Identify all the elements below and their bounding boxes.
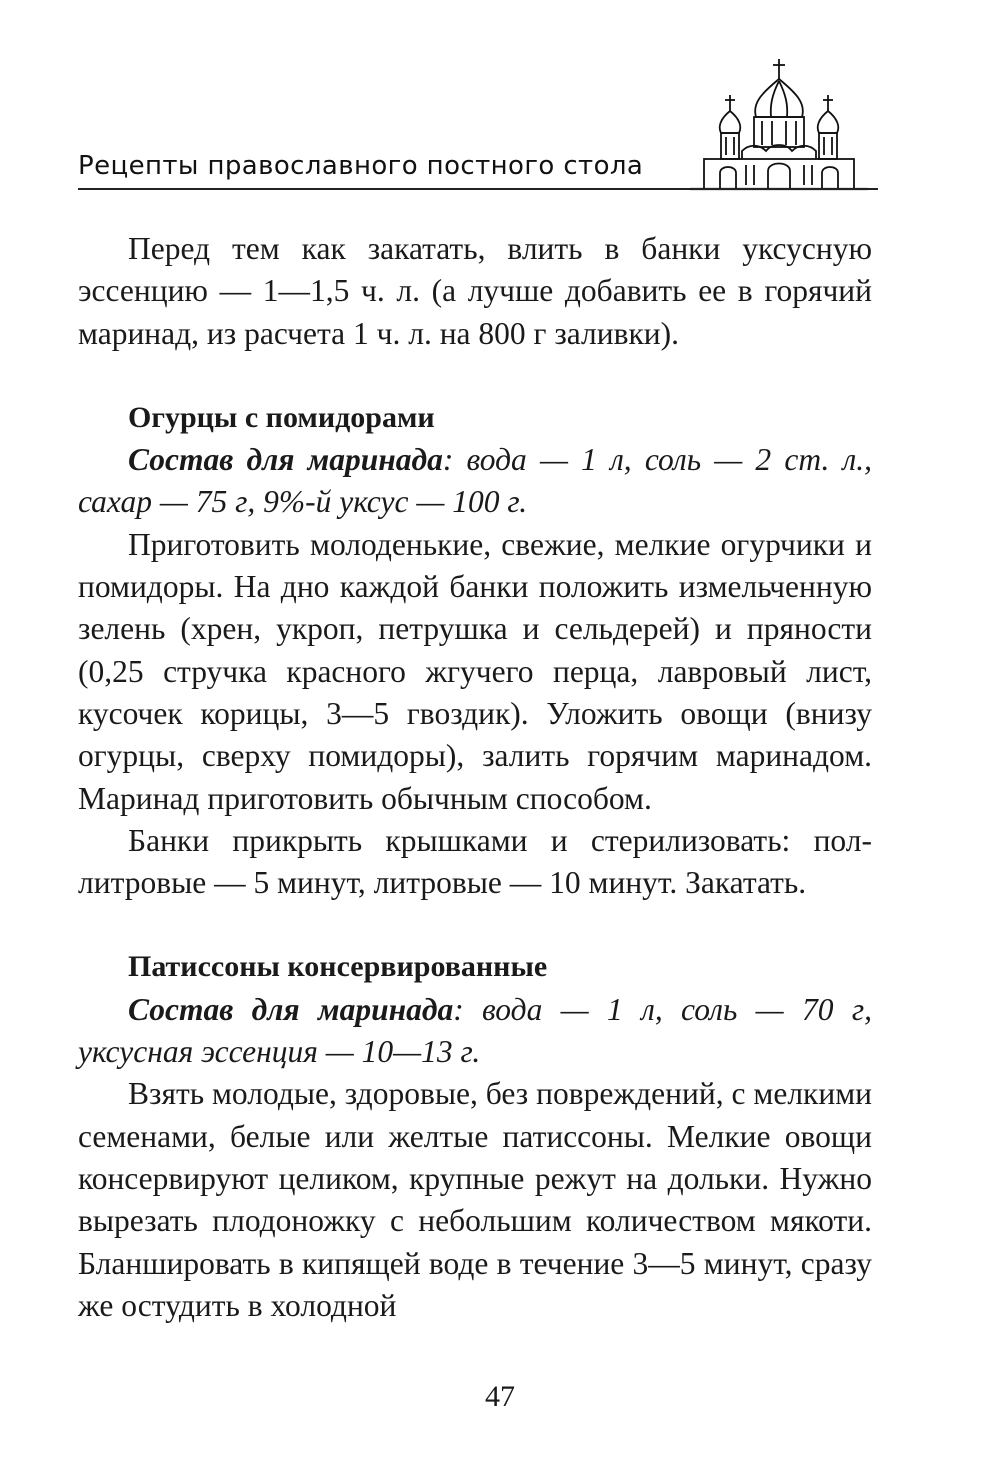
marinade-label: Состав для маринада	[128, 442, 443, 478]
section-gap	[78, 355, 872, 397]
section-gap	[78, 904, 872, 946]
cathedral-icon	[690, 55, 868, 191]
intro-paragraph: Перед тем как закатать, влить в банки уксусную эссенцию — 1—1,5 ч. л. (а лучше добавить ее в горячий маринад, из расчета 1 ч. л. на 800 г заливки).	[78, 231, 872, 351]
recipe-marinade-cucumbers	[78, 439, 872, 524]
marinade-label: Состав для маринада	[128, 991, 454, 1027]
page-body	[78, 228, 872, 1327]
running-header	[78, 55, 878, 195]
header-rule	[78, 188, 878, 190]
marinade-ingredients: : вода — 1 л, соль — 70 г, уксусная эссенция — 10—13 г.	[78, 991, 872, 1070]
recipe-title-cucumbers: Огурцы с помидорами	[128, 400, 435, 434]
recipe-marinade-pattypan	[78, 989, 872, 1074]
recipe-paragraph: Взять молодые, здоровые, без повреждений, с мелкими семенами, белые или желтые патиссоны. Мелкие овощи консервируют целиком, крупные режут на дольки. Нужно вырезать плодоножку с небольшим количеством мякоти. Бланшировать в кипящей воде в течение 3—5 минут, сразу же остудить в холодной	[78, 1076, 872, 1323]
recipe-paragraph: Приготовить молоденькие, свежие, мелкие огурчики и помидоры. На дно каждой банки положить измельченную зелень (хрен, укроп, петрушка и сельдерей) и пряности (0,25 стручка красного жгучего перца, лавровый лист, кусочек корицы, 3—5 гвоздик). Уложить овощи (внизу огурцы, сверху помидоры), залить горячим маринадом. Маринад приготовить обычным способом.	[78, 526, 872, 816]
marinade-ingredients: : вода — 1 л, соль — 2 ст. л., сахар — 75 г, 9%-й уксус — 100 г.	[78, 442, 872, 520]
recipe-paragraph: Банки прикрыть крышками и стерилизовать: поллитровые — 5 минут, литровые — 10 минут. Закатать.	[78, 822, 872, 901]
page-number: 47	[485, 1380, 515, 1413]
recipe-title-pattypan: Патиссоны консервированные	[128, 950, 548, 984]
running-header-title: Рецепты православного постного стола	[78, 151, 644, 181]
